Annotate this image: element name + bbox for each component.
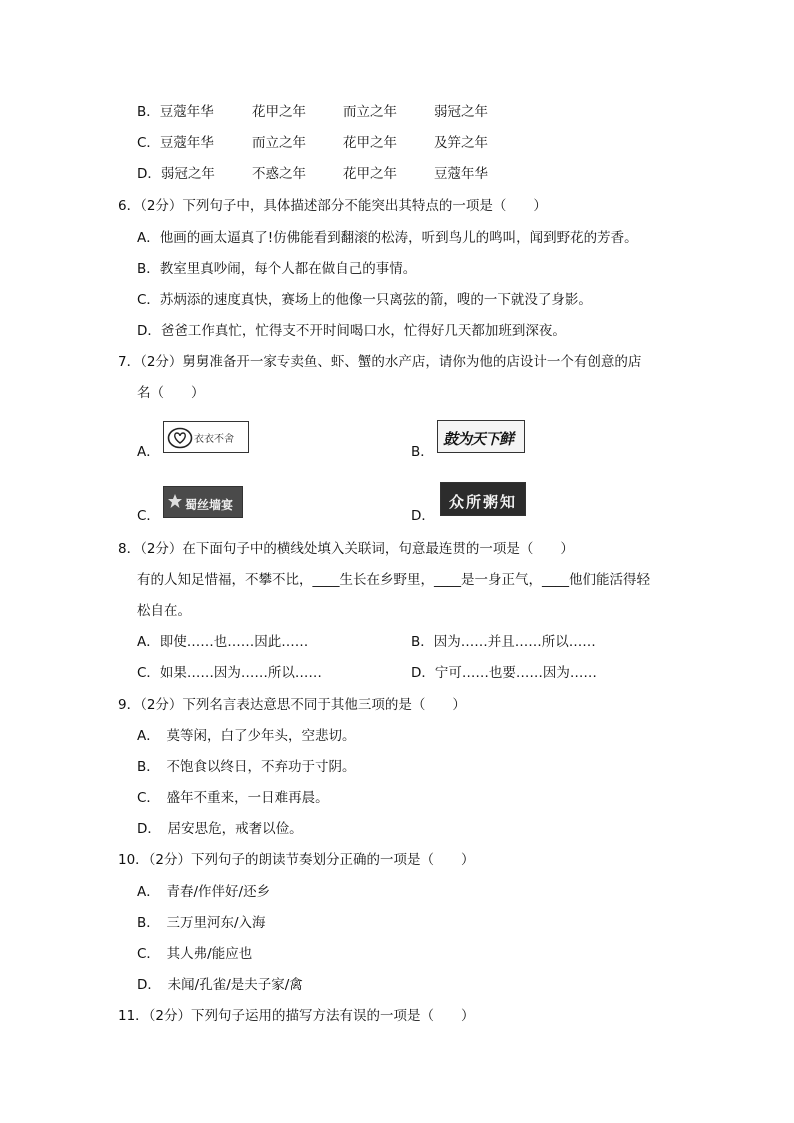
q8-option-c: C．如果……因为……所以…… [137,665,322,681]
q11-stem: 11．（2分）下列句子运用的描写方法有误的一项是（ ） [118,1008,475,1024]
q5-b-choice-4: 弱冠之年 [434,104,488,120]
q9-stem: 9．（2分）下列名言表达意思不同于其他三项的是（ ） [118,697,466,713]
q5-b-choice-2: 花甲之年 [252,104,306,120]
q6-stem: 6．（2分）下列句子中，具体描述部分不能突出其特点的一项是（ ） [118,198,547,214]
q10-option-a: A． 青春/作伴好/还乡 [137,884,271,900]
q7-option-b-label: B． [411,444,434,460]
q8-option-a: A．即使……也……因此…… [137,634,309,650]
q9-option-a: A． 莫等闲，白了少年头，空悲切。 [137,728,356,744]
q6-option-c: C．苏炳添的速度真快，赛场上的他像一只离弦的箭，嗖的一下就没了身影。 [137,292,592,308]
q7-stem-line2: 名（ ） [137,385,205,401]
shop-sign-image-d [440,482,526,516]
q5-d-choice-3: 花甲之年 [343,166,397,182]
q7-stem-line1: 7．（2分）舅舅准备开一家专卖鱼、虾、蟹的水产店，请你为他的店设计一个有创意的店 [118,354,642,370]
q7-option-c-label: C． [137,508,160,524]
q6-option-b: B．教室里真吵闹，每个人都在做自己的事情。 [137,261,417,277]
q7-option-a-label: A． [137,444,160,460]
q8-passage-line2: 松自在。 [137,603,191,619]
q10-option-d: D． 未闻/孔雀/是夫子家/禽 [137,977,303,993]
q10-stem: 10．（2分）下列句子的朗读节奏划分正确的一项是（ ） [118,852,475,868]
q5-d-choice-1: D．弱冠之年 [137,166,215,182]
q7-option-d-label: D． [411,508,435,524]
q8-option-d: D．宁可……也要……因为…… [411,665,597,681]
star-logo-icon [167,493,183,509]
sign-d-text: 众所粥知 [449,493,518,511]
q7-option-b [411,418,541,458]
q5-b-choice-1: B．豆蔻年华 [137,104,214,120]
q10-option-b: B． 三万里河东/入海 [137,915,266,931]
q8-passage-line1: 有的人知足惜福，不攀不比，____生长在乡野里，____是一身正气，____他们能活得轻 [137,572,650,588]
q6-option-a: A．他画的画太逼真了!仿佛能看到翻滚的松涛，听到鸟儿的鸣叫，闻到野花的芳香。 [137,230,638,246]
shop-sign-image-c [163,486,243,518]
q5-d-choice-2: 不惑之年 [252,166,306,182]
q8-option-b: B．因为……并且……所以…… [411,634,596,650]
q5-c-choice-4: 及笄之年 [434,135,488,151]
q9-option-c: C． 盛年不重来，一日难再晨。 [137,790,329,806]
q7-option-d [411,480,541,524]
q8-stem: 8．（2分）在下面句子中的横线处填入关联词，句意最连贯的一项是（ ） [118,541,574,557]
shop-sign-image-a [163,421,249,453]
heart-logo-icon [167,427,193,449]
shop-sign-image-b [437,420,525,453]
q5-c-choice-2: 而立之年 [252,135,306,151]
q9-option-d: D． 居安思危，戒奢以俭。 [137,821,303,837]
q7-option-c [137,484,257,524]
q5-c-choice-3: 花甲之年 [343,135,397,151]
q10-option-c: C． 其人弗/能应也 [137,946,253,962]
q9-option-b: B． 不饱食以终日，不弃功于寸阴。 [137,759,356,775]
q5-d-choice-4: 豆蔻年华 [434,166,488,182]
q5-b-choice-3: 而立之年 [343,104,397,120]
sign-a-text: 衣衣不舍 [194,434,234,445]
q7-option-a [137,418,257,458]
sign-c-text: 蜀丝墙宴 [185,498,234,512]
sign-b-text: 鼓为天下鲜 [443,430,514,448]
q6-option-d: D．爸爸工作真忙，忙得支不开时间喝口水，忙得好几天都加班到深夜。 [137,323,566,339]
q5-c-choice-1: C．豆蔻年华 [137,135,214,151]
